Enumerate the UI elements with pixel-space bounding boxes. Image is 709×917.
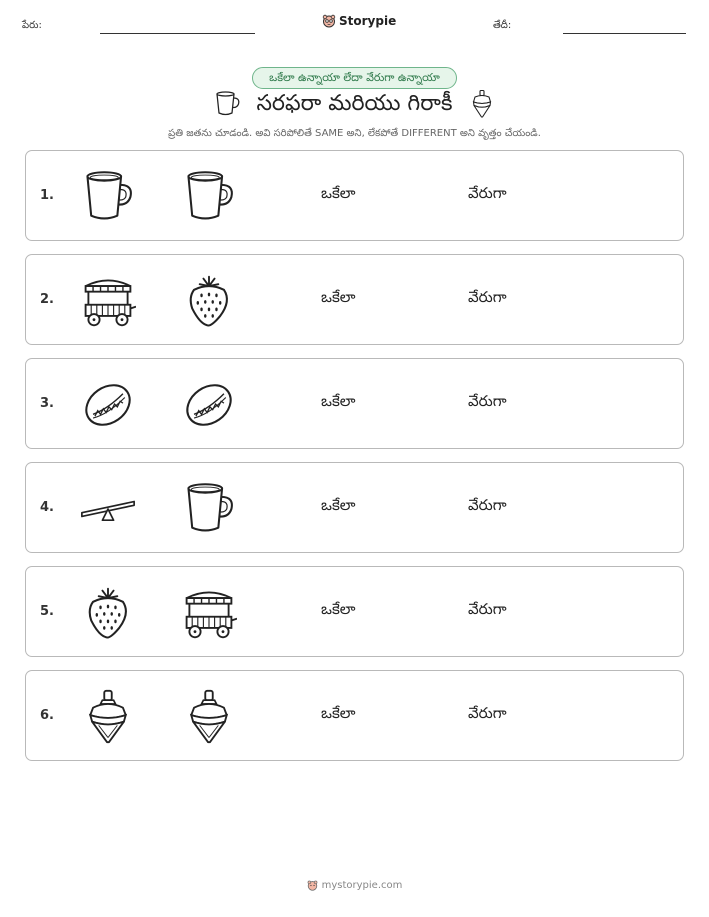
brand-name: Storypie — [339, 14, 397, 28]
different-option[interactable]: వేరుగా — [468, 496, 507, 514]
name-label: పేరు: — [22, 20, 42, 31]
right-picture — [181, 689, 237, 745]
left-picture — [80, 481, 136, 537]
cup-icon — [212, 89, 242, 123]
right-picture — [181, 585, 237, 641]
storypie-mascot-icon — [307, 880, 318, 891]
spinning-top-icon — [80, 689, 136, 745]
same-option[interactable]: ఒకేలా — [321, 288, 356, 306]
question-number: 2. — [40, 292, 54, 307]
page-title: సరఫరా మరియు గిరాకీ — [256, 91, 453, 116]
question-number: 3. — [40, 396, 54, 411]
market-cart-icon — [80, 273, 136, 329]
different-option[interactable]: వేరుగా — [468, 184, 507, 202]
same-option[interactable]: ఒకేలా — [321, 392, 356, 410]
right-picture — [181, 481, 237, 537]
date-label: తేదీ: — [493, 20, 512, 31]
cowrie-shell-icon — [80, 377, 136, 433]
left-picture — [80, 169, 136, 225]
cup-icon — [80, 169, 136, 225]
different-option[interactable]: వేరుగా — [468, 704, 507, 722]
question-number: 6. — [40, 708, 54, 723]
same-option[interactable]: ఒకేలా — [321, 184, 356, 202]
title-row — [0, 90, 709, 122]
storypie-mascot-icon — [322, 14, 336, 28]
cup-icon — [181, 169, 237, 225]
spinning-top-icon — [181, 689, 237, 745]
cowrie-shell-icon — [181, 377, 237, 433]
question-card — [25, 254, 684, 345]
worksheet-type-badge: ఒకేలా ఉన్నాయా లేదా వేరుగా ఉన్నాయా — [252, 67, 457, 89]
same-option[interactable]: ఒకేలా — [321, 704, 356, 722]
different-option[interactable]: వేరుగా — [468, 288, 507, 306]
right-picture — [181, 169, 237, 225]
right-picture — [181, 273, 237, 329]
different-option[interactable]: వేరుగా — [468, 600, 507, 618]
name-line[interactable] — [100, 33, 255, 34]
market-cart-icon — [181, 585, 237, 641]
spinning-top-icon — [467, 89, 497, 123]
cup-icon — [181, 481, 237, 537]
footer-url[interactable]: mystorypie.com — [321, 880, 403, 891]
question-card — [25, 358, 684, 449]
question-card — [25, 150, 684, 241]
left-picture — [80, 273, 136, 329]
question-card — [25, 670, 684, 761]
question-number: 5. — [40, 604, 54, 619]
same-option[interactable]: ఒకేలా — [321, 496, 356, 514]
strawberry-icon — [80, 585, 136, 641]
date-line[interactable] — [563, 33, 686, 34]
question-number: 1. — [40, 188, 54, 203]
footer — [0, 880, 709, 891]
different-option[interactable]: వేరుగా — [468, 392, 507, 410]
question-number: 4. — [40, 500, 54, 515]
storypie-logo — [322, 14, 396, 28]
left-picture — [80, 689, 136, 745]
same-option[interactable]: ఒకేలా — [321, 600, 356, 618]
left-picture — [80, 585, 136, 641]
right-picture — [181, 377, 237, 433]
question-card — [25, 462, 684, 553]
strawberry-icon — [181, 273, 237, 329]
seesaw-icon — [80, 481, 136, 537]
instructions: ప్రతి జతను చూడండి. అవి సరిపోలితే SAME అని, లేకపోతే DIFFERENT అని వృత్తం చేయండి. — [168, 128, 541, 139]
left-picture — [80, 377, 136, 433]
question-card — [25, 566, 684, 657]
